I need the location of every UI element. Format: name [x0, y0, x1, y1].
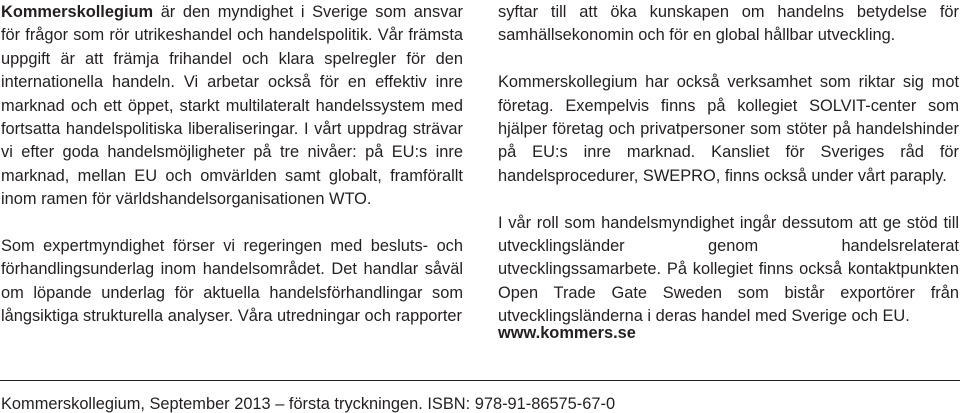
purpose-paragraph: syftar till att öka kunskapen om handelns betydelse för samhällsekonomin och för en global hållbar utveckling. [498, 3, 959, 45]
intro-paragraph [1, 1, 463, 212]
organization-name: Kommerskollegium [1, 3, 154, 21]
left-column [1, 1, 463, 329]
business-paragraph: Kommerskollegium har också verksamhet som riktar sig mot företag. Exempelvis finns på kollegiet SOLVIT-center som hjälper företag och privatpersoner som stöter på handelshinder på EU:s inre marknad. Kansliet för Sveriges råd för handelsprocedurer, SWEPRO, finns också under vårt paraply. [498, 73, 959, 185]
intro-paragraph-text: är den myndighet i Sverige som ansvar för frågor som rör utrikeshandel och handelspolitik. Vår främsta uppgift är att främja frihandel och klara spelregler för den internationella handeln. Vi arbetar också för en effektiv inre marknad och ett öppet, starkt multilateralt handelssystem med fortsatta handelspolitiska liberaliseringar. I vårt uppdrag strävar vi efter goda handelsmöjligheter på tre nivåer: på EU:s inre marknad, mellan EU och omvärlden samt globalt, framförallt inom ramen för världshandelsorganisationen WTO. [1, 3, 463, 209]
publication-footer: Kommerskollegium, September 2013 – första tryckningen. ISBN: 978-91-86575-67-0 [1, 395, 616, 413]
right-column [498, 1, 959, 329]
development-paragraph: I vår roll som handelsmyndighet ingår dessutom att ge stöd till utvecklingsländer genom handelsrelaterat utvecklingssamarbete. På kollegiet finns också kontaktpunkten Open Trade Gate Sweden som bistår exportörer från utvecklingsländerna i deras handel med Sverige och EU. [498, 213, 959, 326]
footer-divider [0, 380, 960, 381]
expert-paragraph: Som expertmyndighet förser vi regeringen med besluts- och förhandlingsunderlag inom handelsområdet. Det handlar såväl om löpande underlag för aktuella handelsförhandlingar som långsiktiga strukturella analyser. Våra utredningar och rapporter [1, 237, 463, 326]
website-link[interactable]: www.kommers.se [498, 324, 636, 342]
